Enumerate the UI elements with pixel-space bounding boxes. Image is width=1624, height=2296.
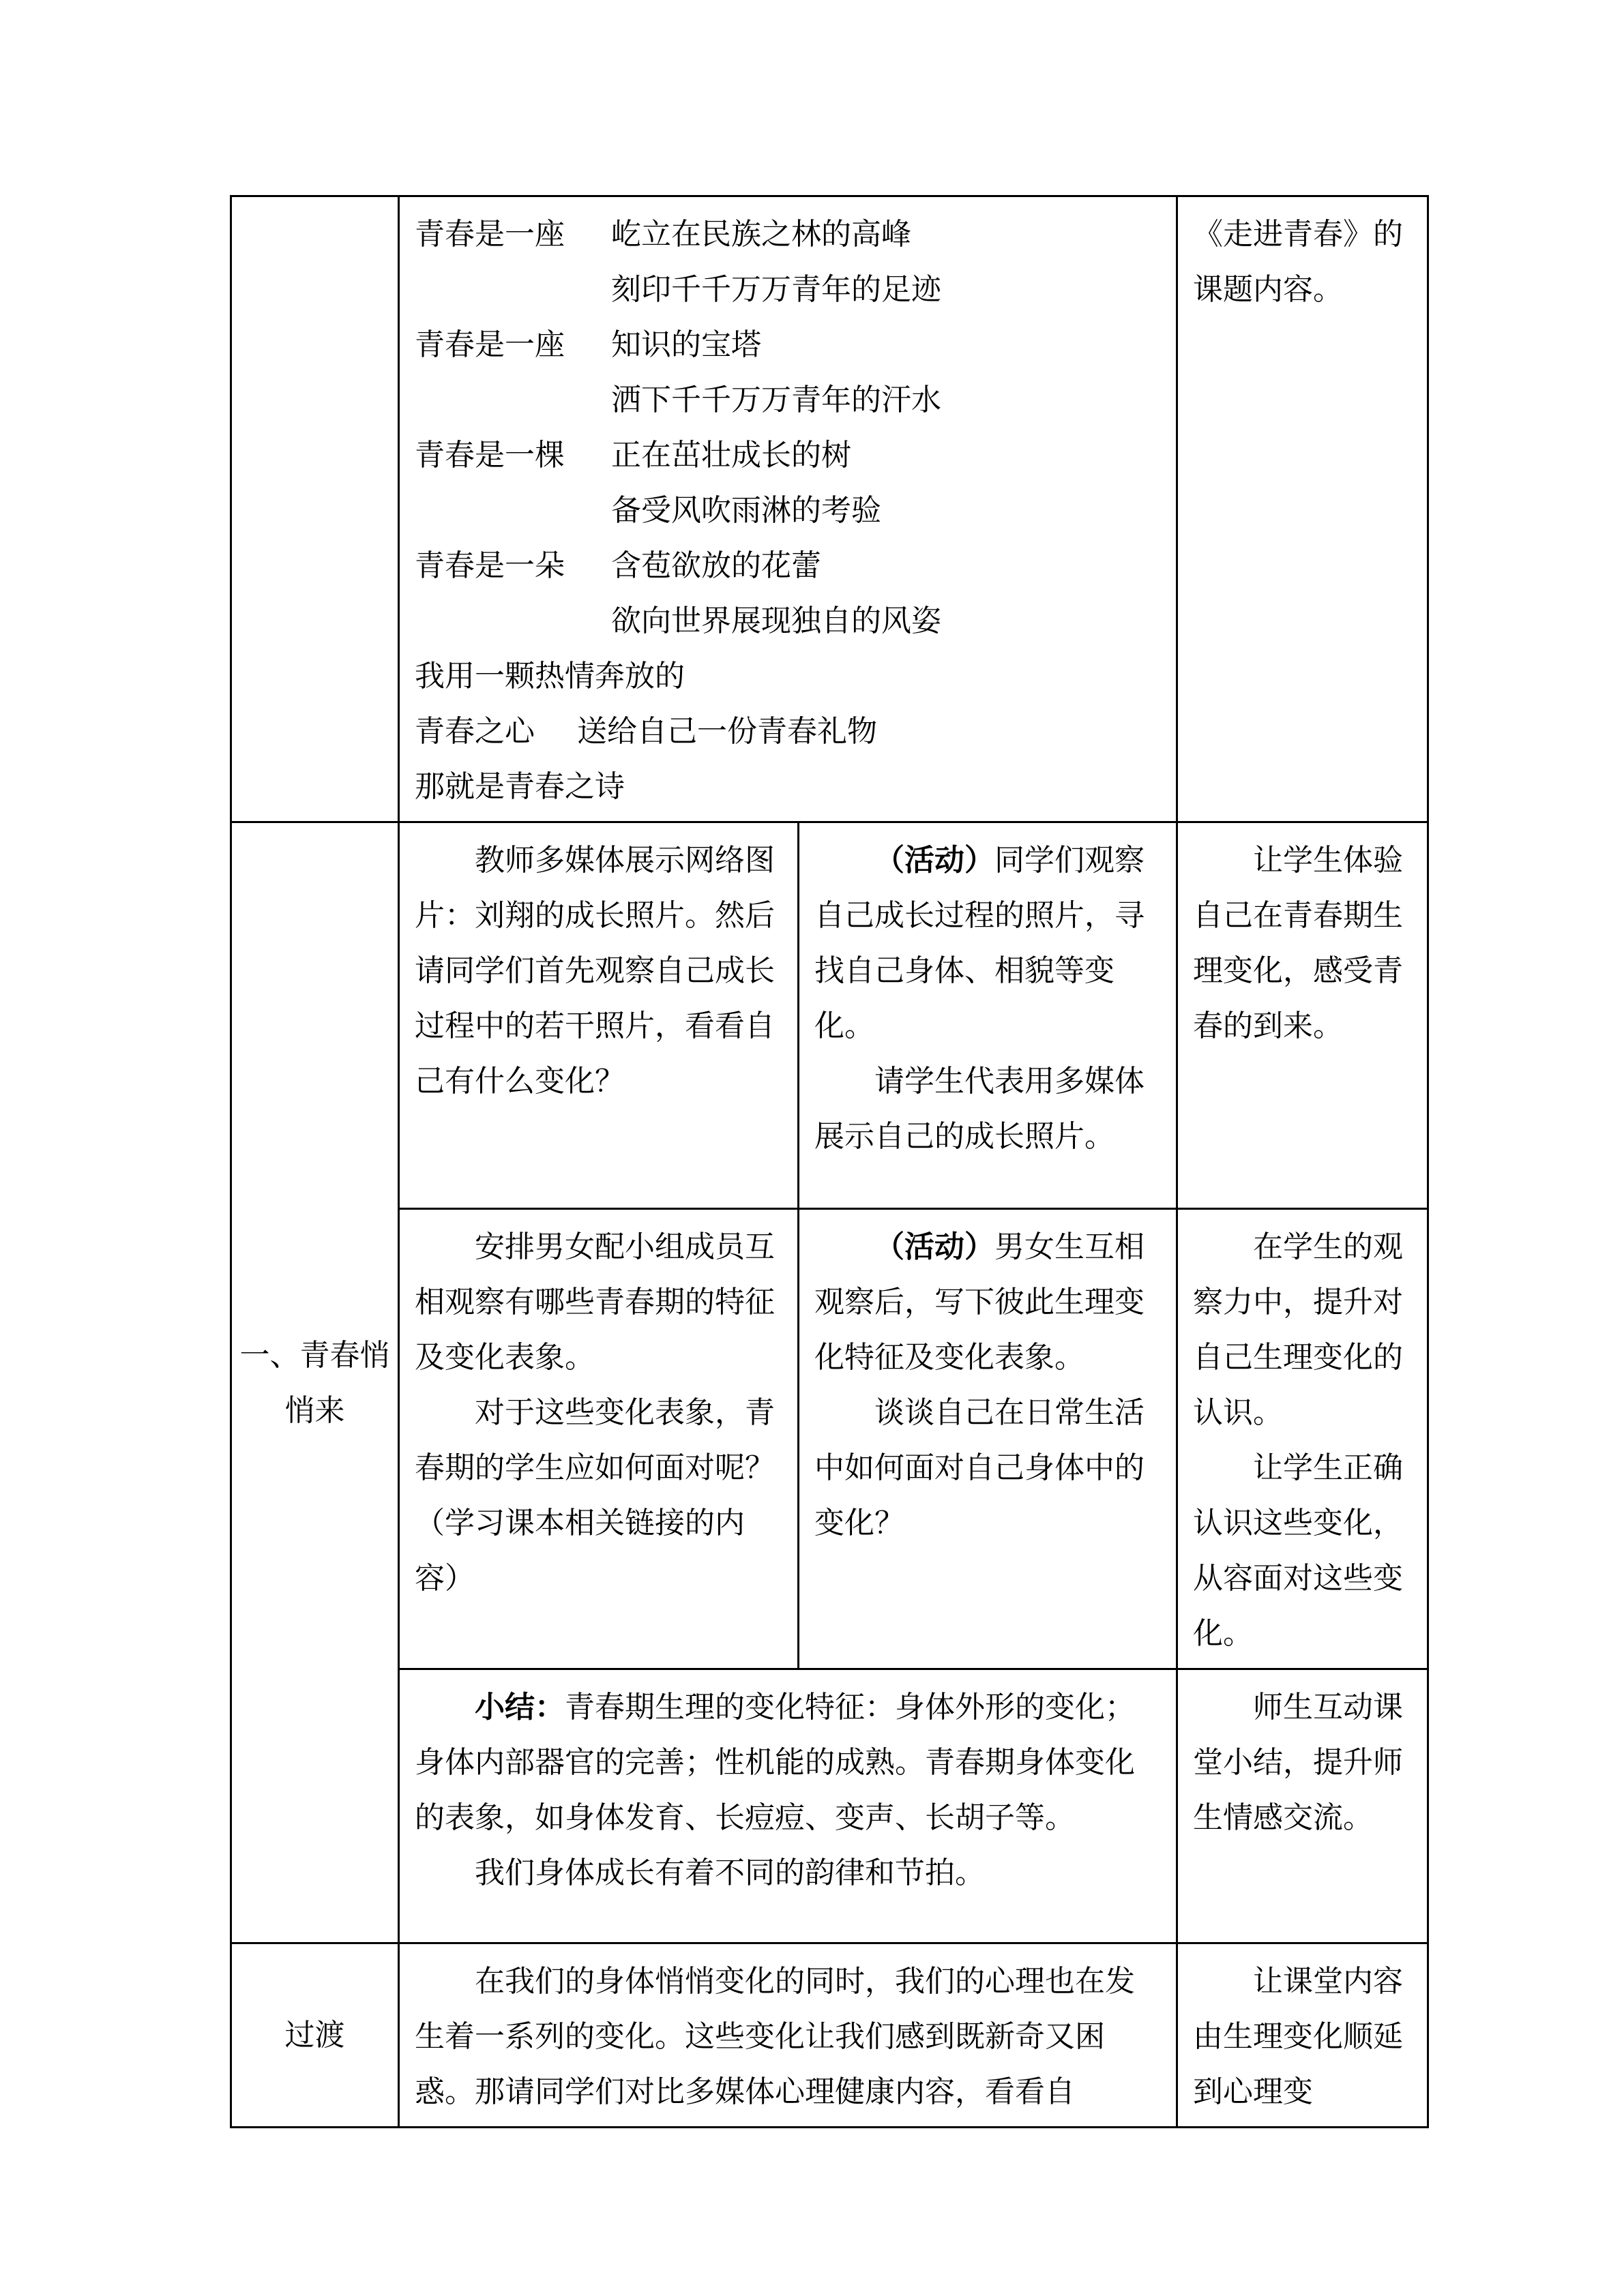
poem-line-text: 屹立在民族之林的高峰: [611, 217, 911, 252]
poem-line-head: 青春是一座: [415, 327, 565, 362]
poem-line: [415, 317, 1162, 372]
poem-line: [415, 207, 1162, 262]
teacher-text: 教师多媒体展示网络图片：刘翔的成长照片。然后请同学们首先观察自己成长过程中的若干照片，看看自己有什么变化？: [415, 843, 775, 1099]
student-text-1: [814, 833, 1162, 1054]
summary-body: 青春期生理的变化特征：身体外形的变化；身体内部器官的完善；性机能的成熟。青春期身体变化的表象，如身体发育、长痘痘、变声、长胡子等。: [415, 1690, 1135, 1835]
student-text-1: [814, 1219, 1162, 1385]
teacher-cell: [399, 822, 799, 1209]
poem-line: [415, 593, 1162, 648]
poem-line-text: 备受风吹雨淋的考验: [611, 493, 881, 528]
transition-text: 在我们的身体悄悄变化的同时，我们的心理也在发生着一系列的变化。这些变化让我们感到既新奇又困惑。那请同学们对比多媒体心理健康内容，看看自: [415, 1964, 1135, 2109]
stage-cell-empty: [231, 196, 399, 822]
stage-label: 一、青春悄悄来: [239, 1337, 390, 1428]
summary-cell: [399, 1669, 1177, 1943]
student-activity-text: 同学们观察自己成长过程的照片，寻找自己身体、相貌等变化。: [814, 843, 1145, 1043]
transition-row: [231, 1943, 1428, 2128]
student-activity-text: 男女生互相观察后，写下彼此生理变化特征及变化表象。: [814, 1229, 1145, 1375]
summary-text-2: 我们身体成长有着不同的韵律和节拍。: [475, 1855, 985, 1890]
poem-line-text: 刻印千千万万青年的足迹: [611, 272, 941, 307]
poem-line: [415, 262, 1162, 317]
poem-cell: [399, 196, 1177, 822]
section1-row2: [231, 1209, 1428, 1669]
section1-row1: [231, 822, 1428, 1209]
poem-line-text: 含苞欲放的花蕾: [611, 548, 821, 583]
poem-row: [231, 196, 1428, 822]
transition-content-cell: [399, 1943, 1177, 2128]
purpose-text: 让学生体验自己在青春期生理变化，感受青春的到来。: [1193, 843, 1403, 1043]
summary-text-1: [415, 1680, 1162, 1845]
poem-line: [415, 648, 1162, 704]
poem-line: [415, 428, 1162, 483]
poem-line-head: 青春是一朵: [415, 548, 565, 583]
poem-line: [415, 704, 1162, 759]
purpose-text: 师生互动课堂小结，提升师生情感交流。: [1193, 1690, 1403, 1835]
purpose-cell: [1177, 1209, 1428, 1669]
poem-line-head: 青春是一棵: [415, 438, 565, 473]
activity-tag: （活动）: [874, 843, 994, 878]
purpose-text: 让课堂内容由生理变化顺延到心理变: [1193, 1964, 1403, 2109]
poem-line-text: 知识的宝塔: [611, 327, 761, 362]
poem-line: [415, 538, 1162, 593]
poem-line: [415, 483, 1162, 538]
poem-line-head: 那就是青春之诗: [415, 769, 625, 804]
poem-line-text: 送给自己一份青春礼物: [577, 714, 877, 749]
stage-label: 过渡: [284, 2018, 345, 2053]
summary-tag: 小结：: [475, 1690, 565, 1725]
teacher-text-2: 对于这些变化表象，青春期的学生应如何面对呢？（学习课本相关链接的内容）: [415, 1395, 775, 1596]
poem-line-text: 洒下千千万万青年的汗水: [611, 383, 941, 417]
poem-line-text: 正在茁壮成长的树: [611, 438, 851, 473]
student-cell: [799, 822, 1177, 1209]
student-text-2: 请学生代表用多媒体展示自己的成长照片。: [814, 1064, 1145, 1154]
poem-line-text: 欲向世界展现独自的风姿: [611, 603, 941, 638]
purpose-cell: [1177, 1943, 1428, 2128]
poem-line-head: 青春之心: [415, 714, 535, 749]
purpose-cell: [1177, 822, 1428, 1209]
purpose-cell: [1177, 196, 1428, 822]
student-cell: [799, 1209, 1177, 1669]
poem-line-head: 我用一颗热情奔放的: [415, 659, 685, 694]
stage-cell: [231, 1943, 399, 2128]
poem-line-head: 青春是一座: [415, 217, 565, 252]
purpose-text-1: 在学生的观察力中，提升对自己生理变化的认识。: [1193, 1229, 1403, 1430]
poem-line: [415, 372, 1162, 428]
poem-line: [415, 759, 1162, 814]
stage-cell: [231, 822, 399, 1943]
student-text-2: 谈谈自己在日常生活中如何面对自己身体中的变化？: [814, 1395, 1145, 1540]
section1-summary-row: [231, 1669, 1428, 1943]
teacher-cell: [399, 1209, 799, 1669]
purpose-text-2: 让学生正确认识这些变化，从容面对这些变化。: [1193, 1450, 1403, 1651]
purpose-cell: [1177, 1669, 1428, 1943]
activity-tag: （活动）: [874, 1229, 994, 1264]
teacher-text-1: 安排男女配小组成员互相观察有哪些青春期的特征及变化表象。: [415, 1229, 775, 1375]
lesson-plan-table: [230, 195, 1429, 2128]
poem-purpose: 《走进青春》的课题内容。: [1193, 217, 1403, 307]
